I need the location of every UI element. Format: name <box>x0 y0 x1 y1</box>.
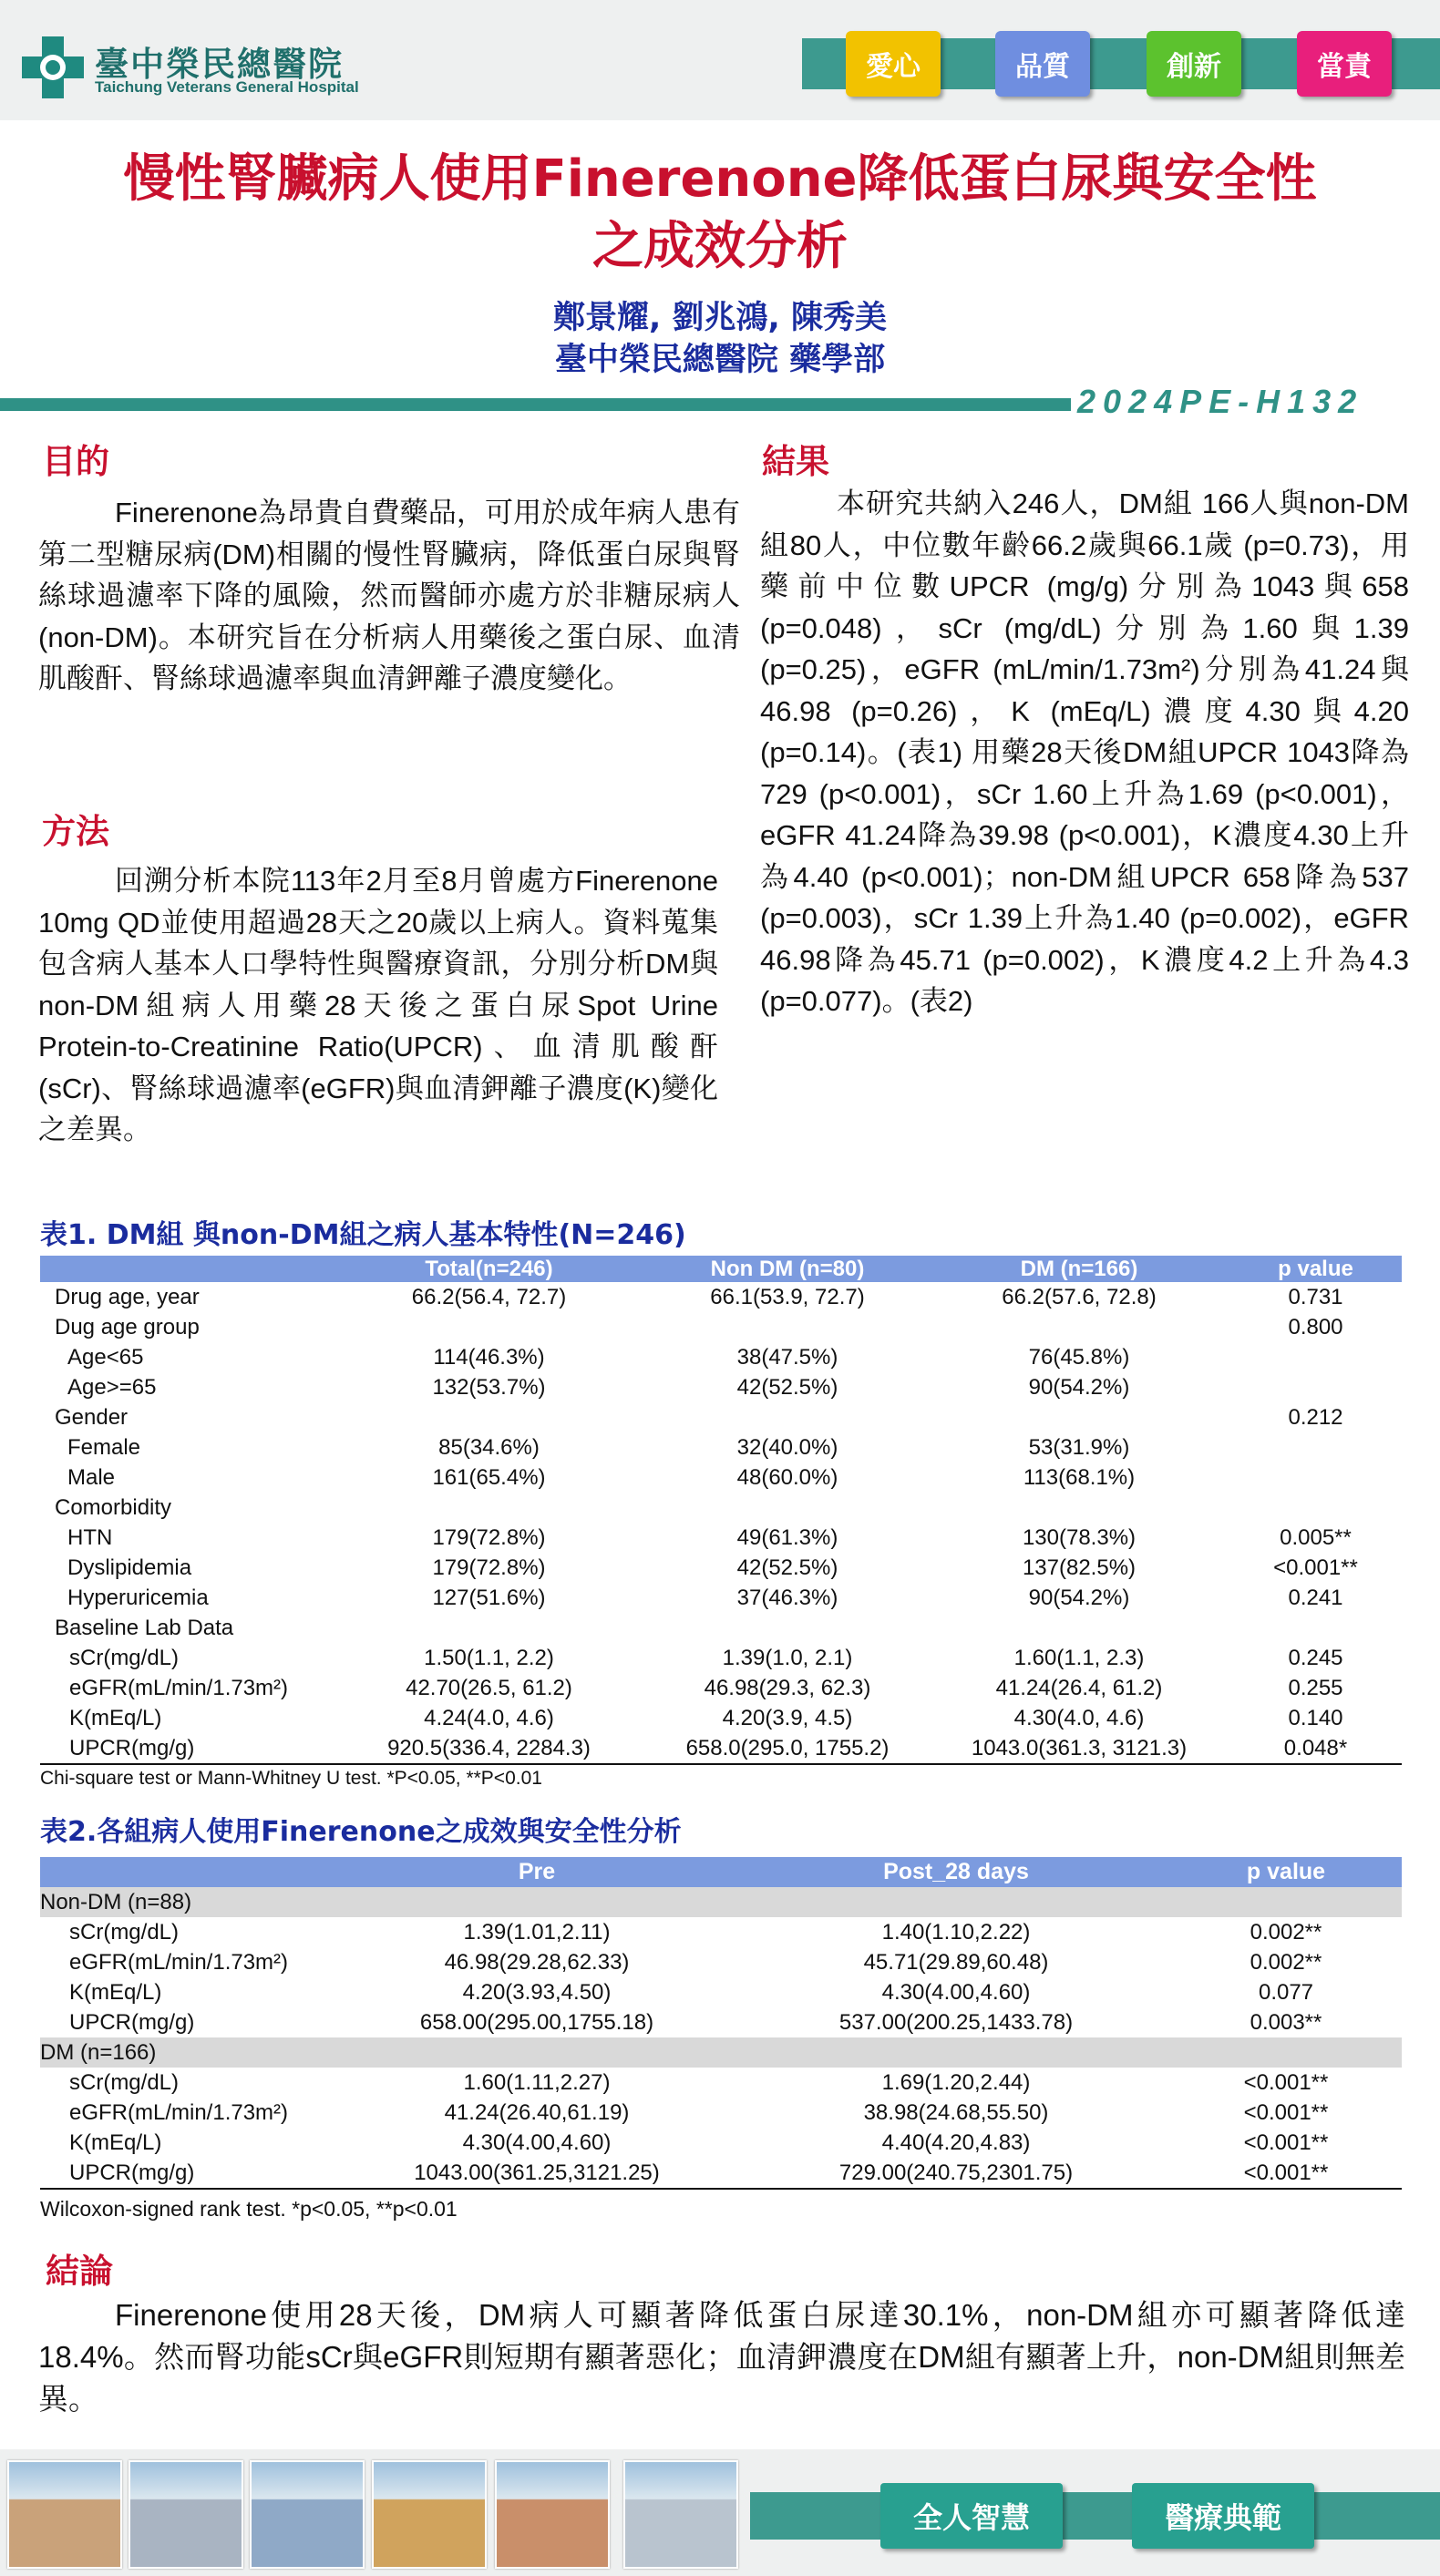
cell-value: 0.003** <box>1250 2009 1322 2035</box>
cell-value: 38(47.5%) <box>736 1344 838 1370</box>
cell-value <box>929 1493 1229 1523</box>
authors: 鄭景耀, 劉兆鴻, 陳秀美 <box>553 300 887 336</box>
cell-value: 42(52.5%) <box>736 1374 838 1400</box>
cell-value: 1.39(1.0, 2.1) <box>722 1645 853 1670</box>
table1-title: 表1. DM組 與non-DM組之病人基本特性(N=246) <box>40 1219 686 1251</box>
cell-value: 0.800 <box>1288 1314 1343 1339</box>
footer-stripe <box>750 2492 1440 2540</box>
table-row <box>40 1432 1402 1462</box>
cell-value <box>1229 1432 1402 1462</box>
table2-title: 表2.各組病人使用Finerenone之成效與安全性分析 <box>40 1816 682 1848</box>
cell-value <box>1229 1493 1402 1523</box>
table-row <box>40 1703 1402 1733</box>
table-row <box>40 1583 1402 1613</box>
results-text: 本研究共納入246人，DM組 166人與non-DM組80人，中位數年齡66.2歲與66.1歲 (p=0.73)，用藥前中位數UPCR (mg/g)分別為1043與658 (p=0.048)，sCr (mg/dL)分別為1.60與1.39 (p=0.25)，eGFR (mL/min/1.73m²)分別為41.24與46.98 (p=0.26)，K (mEq/L)濃度4.30與4.20 (p=0.14)。(表1) 用藥28天後DM組UPCR 1043降為729 (p<0.001)，sCr 1.60上升為1.69 (p<0.001)，eGFR 41.24降為39.98 (p<0.001)，K濃度4.30上升為4.40 (p<0.001)；non-DM組UPCR 658降為537 (p=0.003)，sCr 1.39上升為1.40 (p=0.002)，eGFR 46.98降為45.71 (p=0.002)，K濃度4.2上升為4.3 (p=0.077)。(表2) <box>760 487 1409 1017</box>
value-badge-accountability: 當責 <box>1297 31 1392 97</box>
cell-value: 76(45.8%) <box>1028 1344 1130 1370</box>
table1-header-nondm: Non DM (n=80) <box>646 1256 929 1282</box>
poster-title <box>36 146 1404 281</box>
row-label: Age>=65 <box>67 1374 157 1400</box>
cell-value <box>332 1493 646 1523</box>
hospital-photo <box>7 2460 122 2569</box>
table-row <box>40 1312 1402 1342</box>
cell-value: 1.60(1.1, 2.3) <box>1013 1645 1145 1670</box>
cell-value: 1.40(1.10,2.22) <box>881 1919 1031 1945</box>
cell-value: 32(40.0%) <box>736 1434 838 1460</box>
table-row <box>40 1493 1402 1523</box>
hospital-photo <box>129 2460 243 2569</box>
cell-value: <0.001** <box>1273 1555 1358 1580</box>
row-label: K(mEq/L) <box>69 2130 162 2155</box>
footer-badge-exemplary: 醫療典範 <box>1132 2483 1314 2549</box>
table1 <box>40 1256 1402 1765</box>
footer-badge-holistic: 全人智慧 <box>880 2483 1063 2549</box>
results-heading: 結果 <box>762 442 829 481</box>
poster-code: 2024PE-H132 <box>1077 383 1364 420</box>
cell-value: 4.40(4.20,4.83) <box>881 2130 1031 2155</box>
hospital-name-en: Taichung Veterans General Hospital <box>95 78 359 96</box>
cell-value: <0.001** <box>1243 2099 1329 2125</box>
cell-value: 41.24(26.40,61.19) <box>444 2099 630 2125</box>
cell-value: 1043.0(361.3, 3121.3) <box>971 1735 1188 1760</box>
cell-value <box>929 1402 1229 1432</box>
table-row <box>40 1523 1402 1553</box>
table1-header-label <box>40 1256 332 1282</box>
table2-header-pvalue: p value <box>1170 1857 1402 1887</box>
table2-footnote: Wilcoxon-signed rank test. *p<0.05, **p<0.01 <box>40 2197 458 2221</box>
cell-value: 49(61.3%) <box>736 1524 838 1550</box>
row-label: sCr(mg/dL) <box>69 1645 180 1670</box>
row-label: K(mEq/L) <box>69 1979 162 2005</box>
cell-value: 66.1(53.9, 72.7) <box>710 1284 865 1309</box>
table2-header-pre: Pre <box>332 1857 742 1887</box>
cell-value: 0.212 <box>1288 1404 1343 1430</box>
divider-line <box>0 398 1071 411</box>
cell-value: 161(65.4%) <box>432 1464 546 1490</box>
cell-value <box>332 1312 646 1342</box>
cell-value: 38.98(24.68,55.50) <box>863 2099 1049 2125</box>
conclusion-heading: 結論 <box>46 2252 113 2291</box>
table-row <box>40 1917 1402 1947</box>
cell-value: 66.2(57.6, 72.8) <box>1002 1284 1157 1309</box>
value-badge-love: 愛心 <box>846 31 941 97</box>
table-row <box>40 1342 1402 1372</box>
hospital-photo <box>623 2460 738 2569</box>
table-row <box>40 1372 1402 1402</box>
table2-header-post: Post_28 days <box>742 1857 1170 1887</box>
cell-value: 114(46.3%) <box>433 1344 545 1370</box>
hospital-logo <box>20 35 86 100</box>
row-label: HTN <box>67 1524 113 1550</box>
row-label: eGFR(mL/min/1.73m²) <box>69 1949 289 1975</box>
cell-value: 4.30(4.0, 4.6) <box>1013 1705 1145 1730</box>
conclusion-text: Finerenone使用28天後，DM病人可顯著降低蛋白尿達30.1%，non-DM組亦可顯著降低達18.4%。然而腎功能sCr與eGFR則短期有顯著惡化；血清鉀濃度在DM組有顯著上升，non-DM組則無差異。 <box>38 2298 1405 2416</box>
table-row <box>40 2068 1402 2098</box>
cell-value: 1.69(1.20,2.44) <box>881 2069 1031 2095</box>
row-label: UPCR(mg/g) <box>69 2160 195 2185</box>
row-label: UPCR(mg/g) <box>69 1735 195 1760</box>
row-label: Baseline Lab Data <box>55 1615 234 1640</box>
cell-value: 41.24(26.4, 61.2) <box>995 1675 1163 1700</box>
value-badge-quality: 品質 <box>995 31 1090 97</box>
cell-value: 658.00(295.00,1755.18) <box>419 2009 654 2035</box>
cell-value: 130(78.3%) <box>1022 1524 1137 1550</box>
cell-value: 179(72.8%) <box>432 1524 546 1550</box>
cell-value: 4.20(3.9, 4.5) <box>722 1705 853 1730</box>
cell-value: 1.50(1.1, 2.2) <box>424 1645 554 1670</box>
cell-value <box>646 1493 929 1523</box>
cell-value: 0.077 <box>1258 1979 1314 2005</box>
table2-header-label <box>40 1857 332 1887</box>
poster-title-line1: 慢性腎臟病人使用Finerenone降低蛋白尿與安全性 <box>123 149 1317 209</box>
row-label: eGFR(mL/min/1.73m²) <box>69 2099 289 2125</box>
row-label: Drug age, year <box>55 1284 200 1309</box>
table1-footnote: Chi-square test or Mann-Whitney U test. *P<0.05, **P<0.01 <box>40 1768 542 1789</box>
hospital-photo <box>372 2460 487 2569</box>
row-label: Dug age group <box>55 1314 200 1339</box>
cell-value: 4.30(4.00,4.60) <box>881 1979 1031 2005</box>
cell-value <box>929 1613 1229 1643</box>
table-row <box>40 1643 1402 1673</box>
cell-value: 46.98(29.3, 62.3) <box>704 1675 871 1700</box>
purpose-text: Finerenone為昂貴自費藥品，可用於成年病人患有第二型糖尿病(DM)相關的慢性腎臟病，降低蛋白尿與腎絲球過濾率下降的風險，然而醫師亦處方於非糖尿病人(non-DM)。本研究旨在分析病人用藥後之蛋白尿、血清肌酸酐、腎絲球過濾率與血清鉀離子濃度變化。 <box>38 497 740 694</box>
table-row <box>40 2098 1402 2128</box>
table-row <box>40 2158 1402 2189</box>
group-label: DM (n=166) <box>40 2037 1402 2068</box>
table-row <box>40 1282 1402 1312</box>
cell-value: 0.255 <box>1288 1675 1343 1700</box>
methods-text: 回溯分析本院113年2月至8月曾處方Finerenone 10mg QD並使用超過28天之20歲以上病人。資料蒐集包含病人基本人口學特性與醫療資訊，分別分析DM與non-DM組病人用藥28天後之蛋白尿Spot Urine Protein-to-Creatinine Ratio(UPCR)、血清肌酸酐(sCr)、腎絲球過濾率(eGFR)與血清鉀離子濃度(K)變化之差異。 <box>38 865 718 1145</box>
row-label: Dyslipidemia <box>67 1555 192 1580</box>
cell-value: 0.048* <box>1283 1735 1348 1760</box>
cell-value: 179(72.8%) <box>432 1555 546 1580</box>
cell-value: 920.5(336.4, 2284.3) <box>387 1735 591 1760</box>
cell-value: 90(54.2%) <box>1028 1585 1130 1610</box>
table-row <box>40 1402 1402 1432</box>
cell-value: 0.731 <box>1288 1284 1343 1309</box>
cell-value: 42.70(26.5, 61.2) <box>406 1675 572 1700</box>
cell-value: 729.00(240.75,2301.75) <box>838 2160 1074 2185</box>
cell-value: <0.001** <box>1243 2130 1329 2155</box>
cell-value: 658.0(295.0, 1755.2) <box>685 1735 890 1760</box>
table2-body <box>40 1887 1402 2189</box>
cell-value <box>646 1402 929 1432</box>
hospital-name-zh: 臺中榮民總醫院 <box>95 45 344 84</box>
row-label: Female <box>67 1434 141 1460</box>
methods-heading: 方法 <box>42 812 109 851</box>
cell-value <box>332 1613 646 1643</box>
cell-value <box>1229 1372 1402 1402</box>
cell-value: 537.00(200.25,1433.78) <box>838 2009 1074 2035</box>
cell-value: 1043.00(361.25,3121.25) <box>414 2160 660 2185</box>
table1-header-total: Total(n=246) <box>332 1256 646 1282</box>
cell-value <box>646 1613 929 1643</box>
cell-value: 90(54.2%) <box>1028 1374 1130 1400</box>
row-label: UPCR(mg/g) <box>69 2009 195 2035</box>
cell-value: 66.2(56.4, 72.7) <box>411 1284 567 1309</box>
cell-value: 0.245 <box>1288 1645 1343 1670</box>
row-label: sCr(mg/dL) <box>69 1919 180 1945</box>
cell-value: 0.002** <box>1250 1919 1322 1945</box>
cell-value: 0.002** <box>1250 1949 1322 1975</box>
cell-value <box>646 1312 929 1342</box>
row-label: K(mEq/L) <box>69 1705 162 1730</box>
cell-value: 45.71(29.89,60.48) <box>863 1949 1049 1975</box>
cell-value: 1.39(1.01,2.11) <box>463 1919 611 1945</box>
row-label: Comorbidity <box>55 1494 172 1520</box>
cell-value <box>1229 1342 1402 1372</box>
poster-title-line2: 之成效分析 <box>592 217 848 276</box>
cell-value: 0.241 <box>1288 1585 1343 1610</box>
cell-value: 53(31.9%) <box>1028 1434 1130 1460</box>
purpose-heading: 目的 <box>42 442 109 481</box>
table-row <box>40 2128 1402 2158</box>
cell-value: <0.001** <box>1243 2160 1329 2185</box>
cell-value: 4.20(3.93,4.50) <box>462 1979 612 2005</box>
table-row <box>40 1613 1402 1643</box>
cell-value <box>1229 1613 1402 1643</box>
cell-value: 132(53.7%) <box>432 1374 546 1400</box>
row-label: sCr(mg/dL) <box>69 2069 180 2095</box>
cell-value: 1.60(1.11,2.27) <box>463 2069 611 2095</box>
cell-value <box>1229 1462 1402 1493</box>
table2 <box>40 1857 1402 2190</box>
cell-value: 37(46.3%) <box>736 1585 838 1610</box>
table1-header-pvalue: p value <box>1229 1256 1402 1282</box>
table-row <box>40 1733 1402 1764</box>
cell-value: 0.005** <box>1280 1524 1352 1550</box>
row-label: Hyperuricemia <box>67 1585 209 1610</box>
cell-value: 48(60.0%) <box>736 1464 838 1490</box>
table-row <box>40 2007 1402 2037</box>
row-label: eGFR(mL/min/1.73m²) <box>69 1675 289 1700</box>
group-label: Non-DM (n=88) <box>40 1887 1402 1917</box>
cell-value <box>332 1402 646 1432</box>
table-row <box>40 1553 1402 1583</box>
table1-header-dm: DM (n=166) <box>929 1256 1229 1282</box>
cell-value: 0.140 <box>1288 1705 1343 1730</box>
table-row <box>40 1947 1402 1977</box>
cell-value: 4.24(4.0, 4.6) <box>424 1705 554 1730</box>
table1-body <box>40 1282 1402 1764</box>
table-row <box>40 1977 1402 2007</box>
hospital-photo <box>250 2460 365 2569</box>
table-row <box>40 1462 1402 1493</box>
department: 臺中榮民總醫院 藥學部 <box>554 342 886 378</box>
row-label: Gender <box>55 1404 129 1430</box>
group-row <box>40 1887 1402 1917</box>
row-label: Age<65 <box>67 1344 144 1370</box>
cell-value: 127(51.6%) <box>432 1585 546 1610</box>
value-badge-innovation: 創新 <box>1147 31 1241 97</box>
cell-value: 137(82.5%) <box>1022 1555 1137 1580</box>
cell-value: 4.30(4.00,4.60) <box>462 2130 612 2155</box>
row-label: Male <box>67 1464 116 1490</box>
table-row <box>40 1673 1402 1703</box>
hospital-photo <box>495 2460 610 2569</box>
cell-value: 85(34.6%) <box>438 1434 540 1460</box>
cell-value: 46.98(29.28,62.33) <box>444 1949 630 1975</box>
group-row <box>40 2037 1402 2068</box>
cell-value: 42(52.5%) <box>736 1555 838 1580</box>
cell-value: 113(68.1%) <box>1023 1464 1136 1490</box>
cell-value: <0.001** <box>1243 2069 1329 2095</box>
cell-value <box>929 1312 1229 1342</box>
